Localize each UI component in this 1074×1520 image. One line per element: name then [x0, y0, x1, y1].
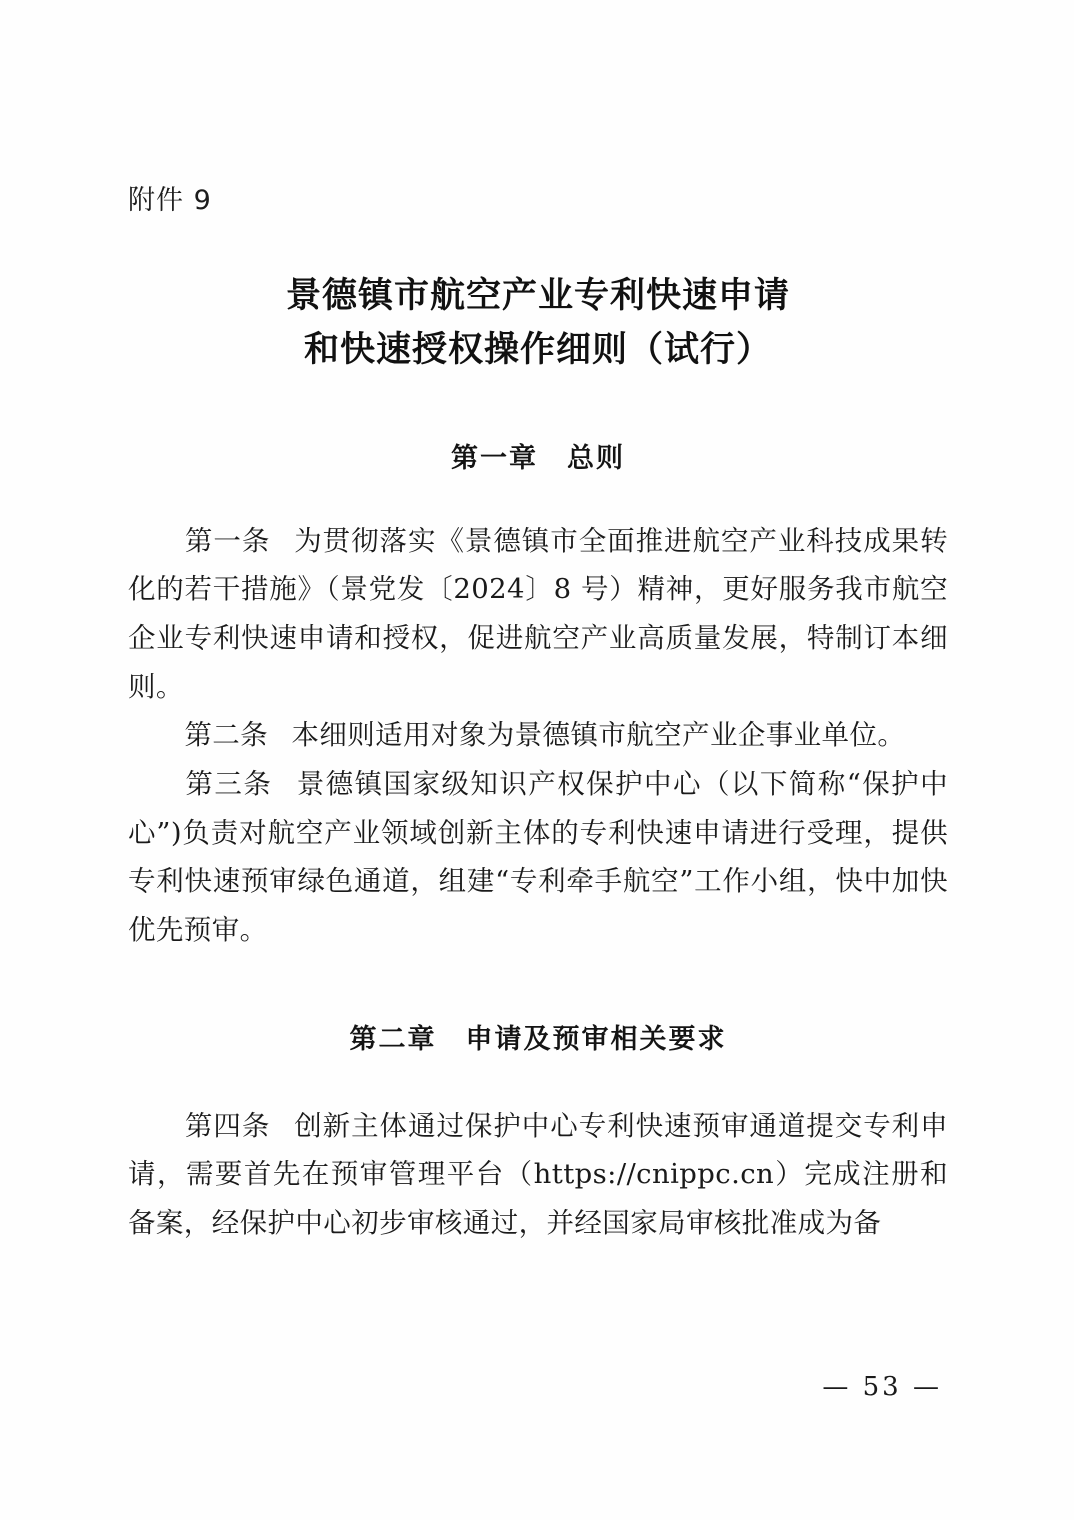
- document-body: [128, 178, 948, 1248]
- attachment-label: 附件 9: [128, 185, 212, 216]
- article-text-1: 为贯彻落实《景德镇市全面推进航空产业科技成果转化的若干措施》（景党发〔2024〕8 号）精神，更好服务我市航空企业专利快速申请和授权，促进航空产业高质量发展，特制订本细则。: [128, 524, 948, 703]
- page-number: — 53 —: [822, 1372, 942, 1402]
- chapter-two-heading: 第二章 申请及预审相关要求: [349, 1023, 727, 1055]
- article-paragraph-2: [128, 711, 948, 760]
- article-label-1: 第一条: [184, 524, 271, 557]
- article-paragraph-1: [128, 517, 948, 712]
- chapter-one-heading: 第一章 总则: [451, 442, 625, 474]
- page-title-line-1: 景德镇市航空产业专利快速申请: [285, 275, 790, 316]
- article-label-4: 第四条: [184, 1109, 271, 1142]
- article-paragraph-4: [128, 1102, 948, 1248]
- article-text-2: 本细则适用对象为景德镇市航空产业企事业单位。: [291, 719, 906, 752]
- page-title-line-2: 和快速授权操作细则（试行）: [303, 329, 772, 371]
- article-text-3: 景德镇国家级知识产权保护中心（以下简称“保护中心”)负责对航空产业领域创新主体的专利快速申请进行受理，提供专利快速预审绿色通道，组建“专利牵手航空”工作小组，快中加快优先预审。: [128, 767, 948, 946]
- article-label-3: 第三条: [184, 767, 273, 800]
- article-text-4: 创新主体通过保护中心专利快速预审通道提交专利申请，需要首先在预审管理平台（https://cnippc.cn）完成注册和备案，经保护中心初步审核通过，并经国家局审核批准成为备: [128, 1109, 948, 1239]
- page-title: [188, 269, 888, 378]
- article-paragraph-3: [128, 760, 948, 955]
- article-label-2: 第二条: [184, 719, 269, 752]
